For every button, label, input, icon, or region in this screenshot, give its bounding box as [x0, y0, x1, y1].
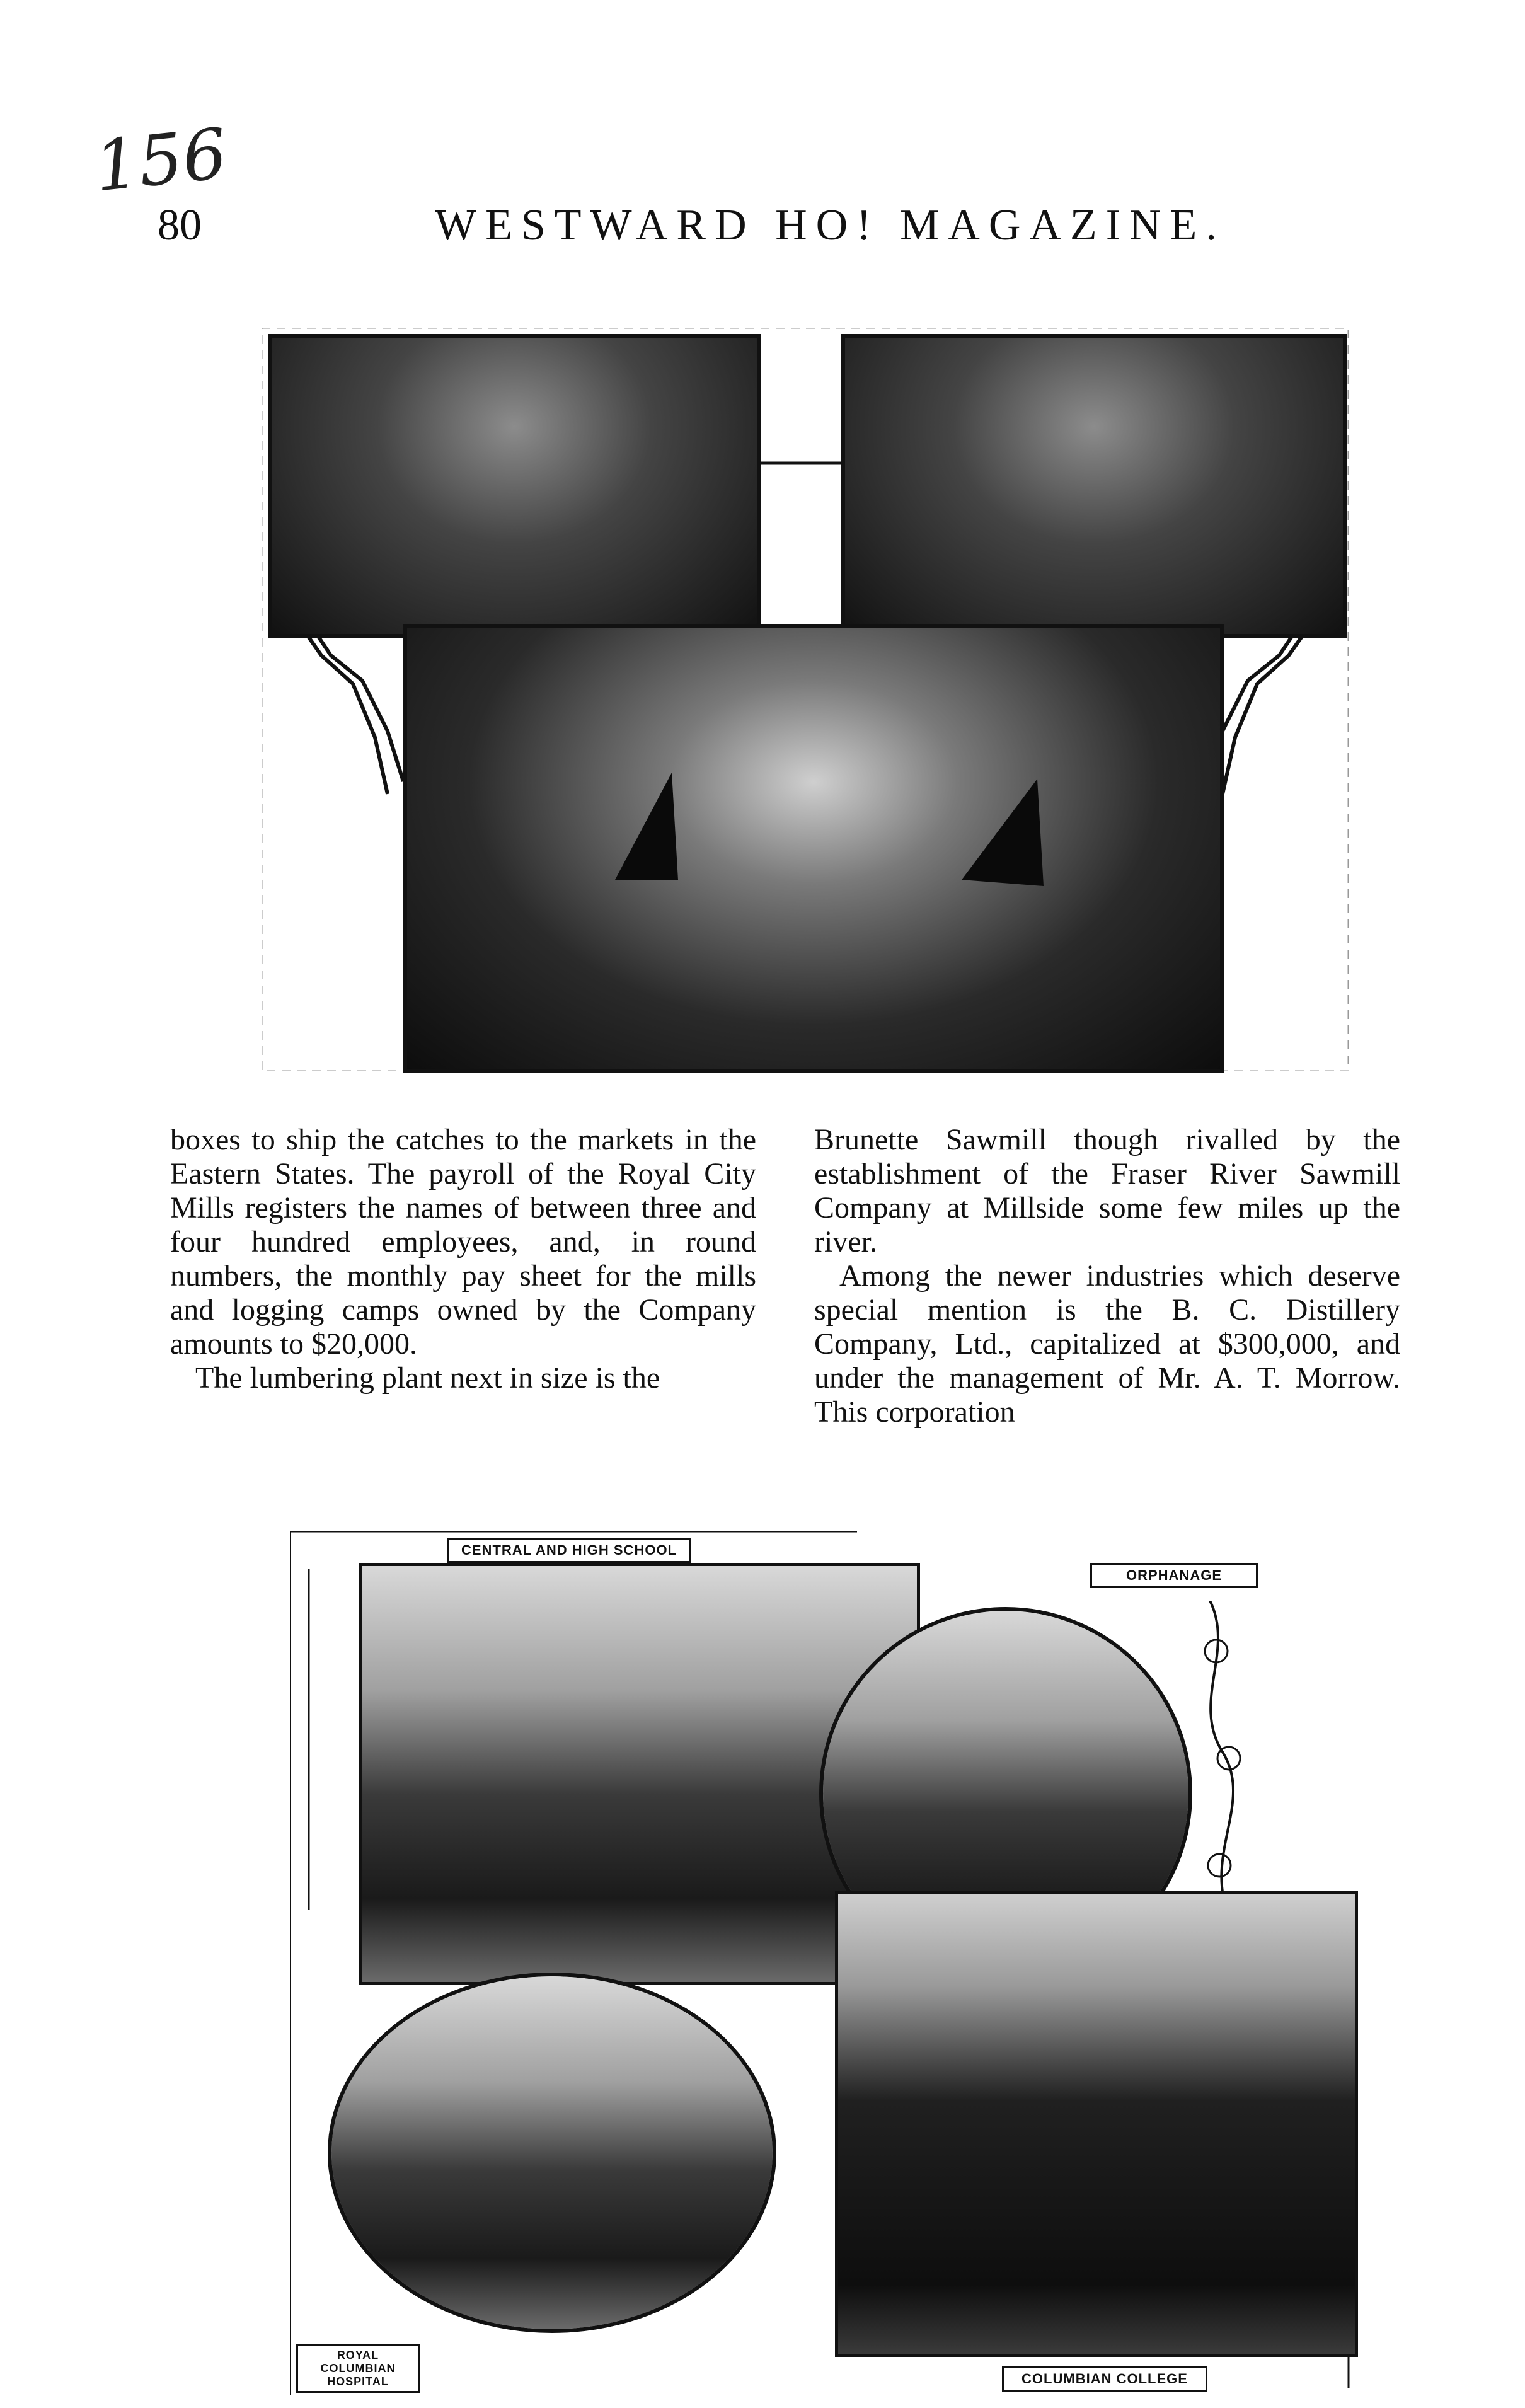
text-column-left	[170, 1123, 756, 1395]
caption-hospital: ROYAL COLUMBIAN HOSPITAL	[296, 2344, 420, 2393]
photo-sailboats-on-water	[403, 624, 1224, 1073]
photo-river-view	[841, 334, 1347, 638]
running-title: WESTWARD HO! MAGAZINE.	[435, 201, 1226, 250]
text-column-right	[814, 1123, 1400, 1429]
page-number: 80	[158, 201, 202, 250]
caption-orphanage: ORPHANAGE	[1090, 1563, 1258, 1588]
handwritten-page-number: 156	[90, 113, 231, 207]
paragraph: boxes to ship the catches to the markets in the Eastern States. The payroll of the Royal City Mills registers the names of between three and four hundred employees, and, in round numbers, the monthly pay sheet for the mills and logging camps owned by the Company amounts to $20,000.	[170, 1123, 756, 1361]
caption-central-school: CENTRAL AND HIGH SCHOOL	[447, 1538, 691, 1563]
photo-docks-boats	[268, 334, 761, 638]
caption-columbian-college: COLUMBIAN COLLEGE	[1002, 2366, 1207, 2392]
paragraph: The lumbering plant next in size is the	[195, 1361, 660, 1395]
floral-ornament	[1185, 1601, 1286, 1928]
photo-royal-columbian-hospital	[328, 1973, 776, 2333]
photo-columbian-college	[835, 1891, 1358, 2357]
institutions-photo-plate	[290, 1531, 1361, 2395]
paragraph: Brunette Sawmill though rivalled by the establishment of the Fraser River Sawmill Company at Millside some few miles up the river.	[814, 1123, 1400, 1259]
harbor-photo-plate	[262, 328, 1349, 1071]
paragraph: Among the newer industries which deserve special mention is the B. C. Distillery Company, Ltd., capitalized at $300,000, and under the management of Mr. A. T. Morrow. This corporation	[814, 1259, 1400, 1429]
